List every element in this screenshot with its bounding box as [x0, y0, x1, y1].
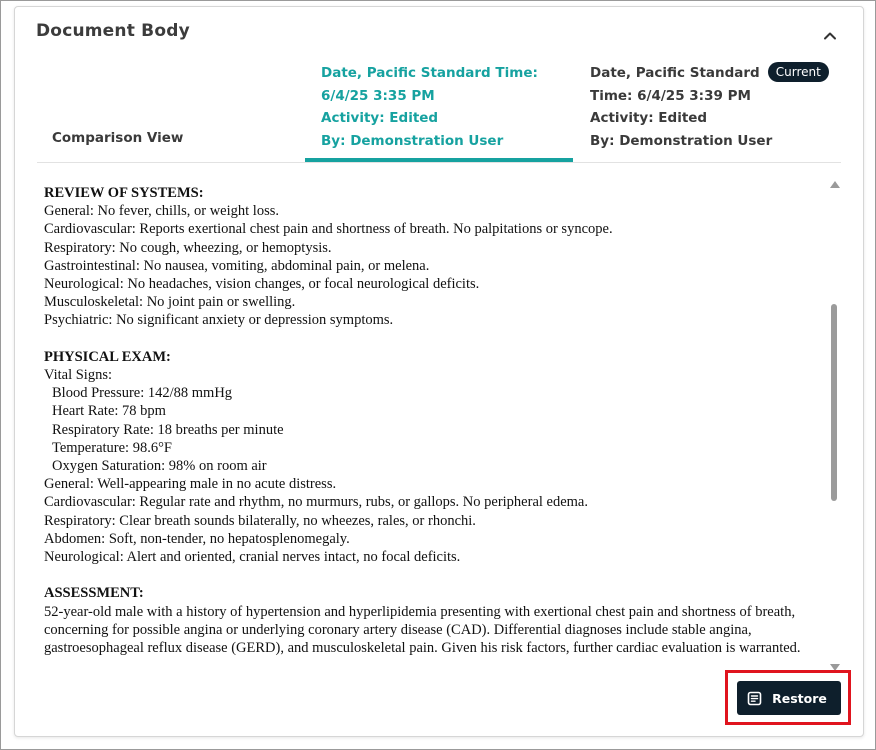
review-of-systems-section — [44, 184, 814, 330]
scroll-up-arrow-icon[interactable] — [830, 181, 840, 188]
text-line: Respiratory: Clear breath sounds bilaterally, no wheezes, rales, or rhonchi. — [44, 512, 476, 529]
tab-current-date-row — [590, 62, 829, 85]
text-line: Neurological: Alert and oriented, cranial nerves intact, no focal deficits. — [44, 549, 461, 566]
text-line: General: No fever, chills, or weight loss. — [44, 203, 279, 220]
vital-signs-label: Vital Signs: — [44, 367, 113, 384]
tab-previous-author: By: Demonstration User — [321, 132, 504, 149]
version-tabs — [37, 7, 841, 162]
highlight-annotation — [725, 670, 851, 725]
vital-sign-line: Temperature: 98.6°F — [52, 439, 172, 456]
vital-sign-line: Oxygen Saturation: 98% on room air — [52, 458, 267, 475]
text-line: Respiratory: No cough, wheezing, or hemoptysis. — [44, 239, 332, 256]
text-line: Cardiovascular: Reports exertional chest pain and shortness of breath. No palpitations or syncope. — [44, 221, 613, 238]
tab-current-date-value: Time: 6/4/25 3:39 PM — [590, 87, 751, 104]
tab-previous-date-value: 6/4/25 3:35 PM — [321, 87, 435, 104]
section-title: ASSESSMENT: — [44, 585, 144, 602]
text-line: Psychiatric: No significant anxiety or depression symptoms. — [44, 312, 394, 329]
section-title: PHYSICAL EXAM: — [44, 348, 171, 365]
section-title: REVIEW OF SYSTEMS: — [44, 185, 204, 201]
scrollbar-thumb[interactable] — [831, 304, 837, 501]
tab-current-author: By: Demonstration User — [590, 132, 773, 149]
text-line: Gastrointestinal: No nausea, vomiting, abdominal pain, or melena. — [44, 257, 430, 274]
tab-previous-version[interactable] — [321, 62, 538, 152]
text-line: Neurological: No headaches, vision changes, or focal neurological deficits. — [44, 276, 480, 293]
restore-button-label: Restore — [772, 690, 827, 706]
card-title: Document Body — [36, 21, 190, 41]
tab-comparison-view[interactable]: Comparison View — [52, 130, 184, 146]
tab-previous-activity: Activity: Edited — [321, 110, 439, 126]
tab-current-version[interactable] — [590, 62, 829, 152]
assessment-text: 52-year-old male with a history of hypertension and hyperlipidemia presenting with exertional chest pain and shortness of breath, concerning for possible angina or underlying coronary artery disease (CAD). Differential diagnoses include stable angina, gastroesophageal reflux disease (GERD), and musculoskeletal pain. Given his risk factors, further cardiac evaluation is warranted. — [44, 603, 801, 657]
text-line: General: Well-appearing male in no acute distress. — [44, 476, 337, 493]
document-body-card — [14, 6, 864, 737]
physical-exam-section — [44, 348, 814, 566]
tab-current-activity: Activity: Edited — [590, 110, 708, 126]
vital-sign-line: Blood Pressure: 142/88 mmHg — [52, 385, 233, 402]
text-line: Musculoskeletal: No joint pain or swelling. — [44, 294, 296, 311]
tab-previous-date-label: Date, Pacific Standard Time: — [321, 65, 538, 81]
text-line: Abdomen: Soft, non-tender, no hepatosplenomegaly. — [44, 530, 350, 547]
document-scrollbar[interactable] — [829, 179, 841, 677]
tabs-divider — [37, 162, 841, 163]
vital-sign-line: Respiratory Rate: 18 breaths per minute — [52, 421, 284, 438]
text-line: Cardiovascular: Regular rate and rhythm, no murmurs, rubs, or gallops. No peripheral edema. — [44, 494, 588, 511]
current-badge: Current — [768, 62, 829, 82]
tab-current-date-label: Date, Pacific Standard — [590, 65, 760, 81]
assessment-section — [44, 584, 814, 657]
document-content[interactable] — [44, 184, 814, 674]
vital-sign-line: Heart Rate: 78 bpm — [52, 403, 166, 420]
